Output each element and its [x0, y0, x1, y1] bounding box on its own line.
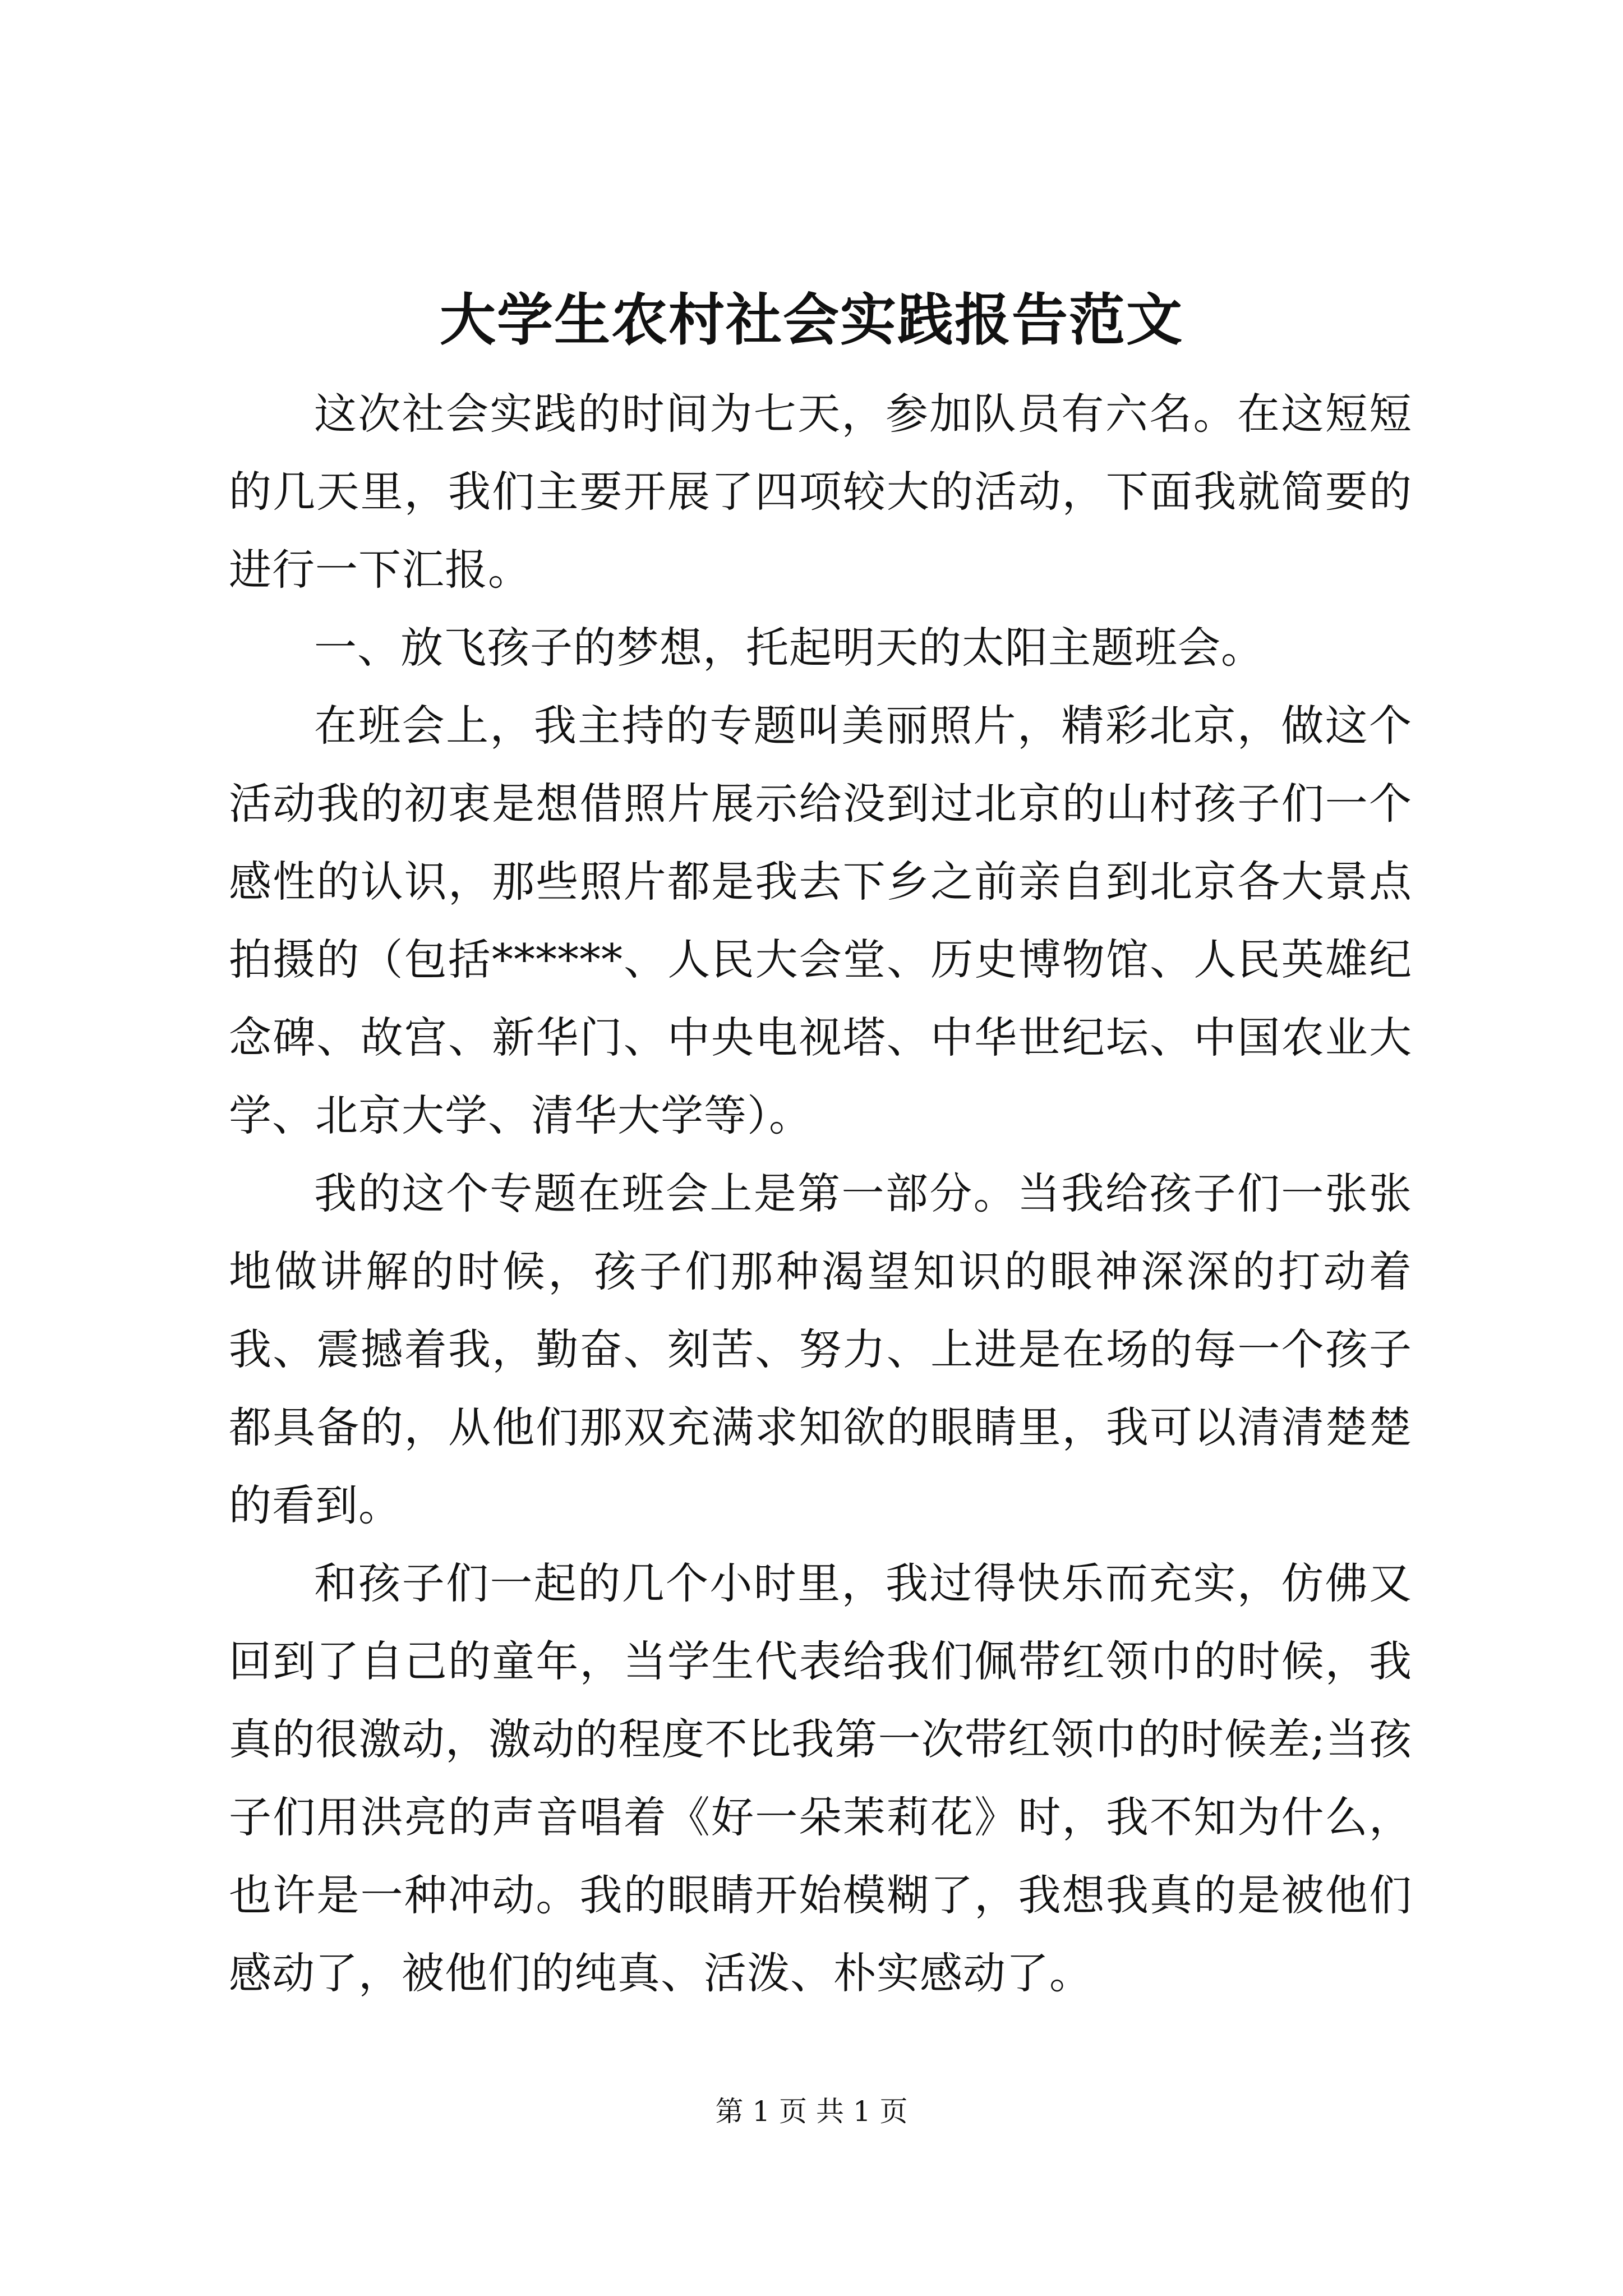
- paragraph-first-part: 我的这个专题在班会上是第一部分。当我给孩子们一张张地做讲解的时候，孩子们那种渴望知识的眼神深深的打动着我、震撼着我，勤奋、刻苦、努力、上进是在场的每一个孩子都具备的，从他们那双充满求知欲的眼睛里，我可以清清楚楚的看到。: [229, 1168, 1412, 1530]
- page-number-footer: 第 1 页 共 1 页: [715, 2095, 908, 2128]
- paragraph-feelings: 和孩子们一起的几个小时里，我过得快乐而充实，仿佛又回到了自己的童年，当学生代表给我们佩带红领巾的时候，我真的很激动，激动的程度不比我第一次带红领巾的时候差;当孩子们用洪亮的声音唱着《好一朵茉莉花》时，我不知为什么，也许是一种冲动。我的眼睛开始模糊了，我想我真的是被他们感动了，被他们的纯真、活泼、朴实感动了。: [229, 1558, 1412, 1998]
- paragraph-section-heading: 一、放飞孩子的梦想，托起明天的太阳主题班会。: [314, 623, 1264, 673]
- paragraph-intro: 这次社会实践的时间为七天，参加队员有六名。在这短短的几天里，我们主要开展了四项较大的活动，下面我就简要的进行一下汇报。: [229, 389, 1412, 595]
- paragraph-class-meeting: 在班会上，我主持的专题叫美丽照片，精彩北京，做这个活动我的初衷是想借照片展示给没到过北京的山村孩子们一个感性的认识，那些照片都是我去下乡之前亲自到北京各大景点拍摄的（包括******、人民大会堂、历史博物馆、人民英雄纪念碑、故宫、新华门、中央电视塔、中华世纪坛、中国农业大学、北京大学、清华大学等）。: [229, 701, 1412, 1140]
- document-body: [229, 375, 1412, 2012]
- document-title: 大学生农村社会实践报告范文: [440, 287, 1183, 353]
